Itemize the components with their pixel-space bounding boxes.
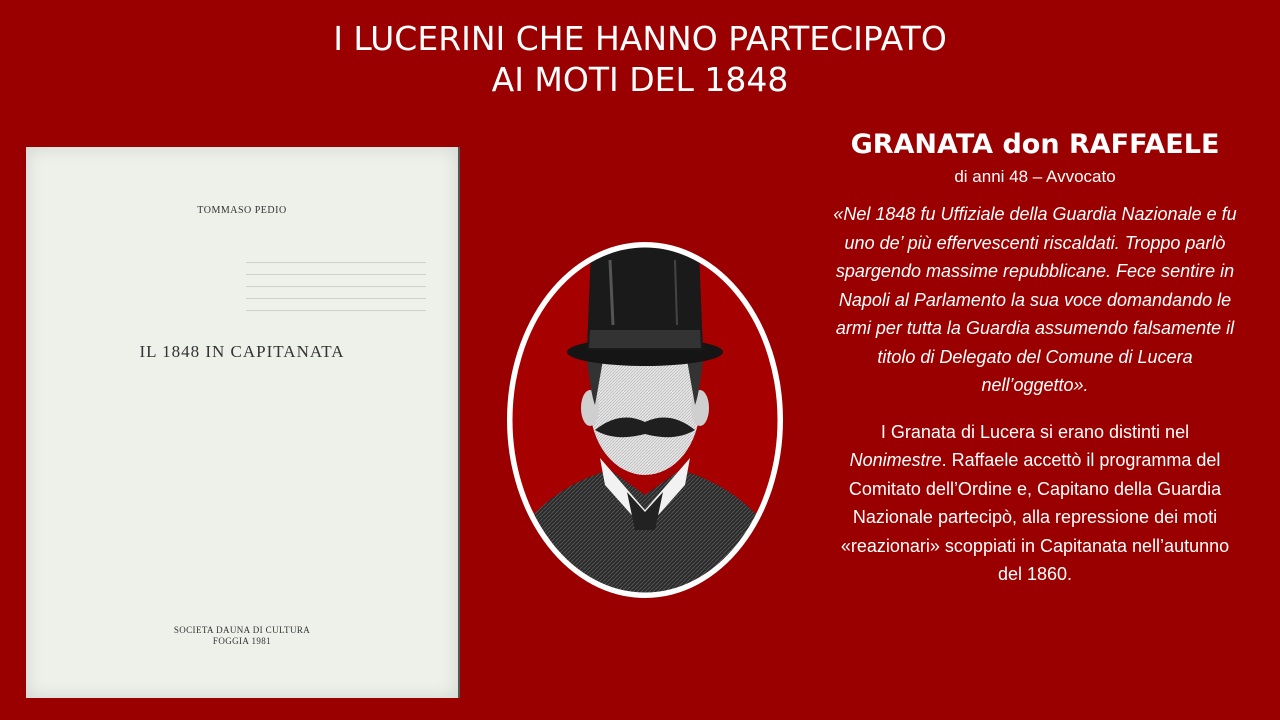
portrait-man-top-hat-icon (495, 230, 795, 610)
book-cover-image (26, 147, 460, 698)
slide-title-line-1: I LUCERINI CHE HANNO PARTECIPATO (333, 19, 947, 58)
slide-title-line-2: AI MOTI DEL 1848 (491, 60, 789, 99)
book-publisher-name: SOCIETA DAUNA DI CULTURA (173, 625, 311, 635)
person-name: GRANATA don RAFFAELE (850, 129, 1220, 160)
portrait-image (495, 230, 795, 610)
book-publisher-place-year: FOGGIA 1981 (212, 636, 272, 646)
book-publisher (26, 625, 458, 647)
person-details: di anni 48 – Avvocato (954, 167, 1116, 186)
person-info-panel (820, 128, 1250, 589)
description-part-2: . Raffaele accettò il programma del Comitato dell’Ordine e, Capitano della Guardia Nazionale partecipò, alla repressione dei moti «reazionari» scoppiati in Capitanata nell’autunno del 1860. (840, 450, 1230, 584)
description-italic-term: Nonimestre (849, 450, 942, 470)
book-author: TOMMASO PEDIO (197, 205, 287, 216)
bleed-through-texture (246, 262, 426, 322)
slide-title (0, 18, 1280, 100)
person-description (820, 418, 1250, 589)
person-quote: «Nel 1848 fu Uffiziale della Guardia Nazionale e fu uno de’ più effervescenti riscaldati. Troppo parlò spargendo massime repubblicane. Fece sentire in Napoli al Parlamento la sua voce domandando le armi per tutta la Guardia assumendo falsamente il titolo di Delegato del Comune di Lucera nell’oggetto». (833, 204, 1237, 395)
book-title: IL 1848 IN CAPITANATA (139, 342, 345, 361)
description-part-1: I Granata di Lucera si erano distinti nel (880, 421, 1190, 442)
